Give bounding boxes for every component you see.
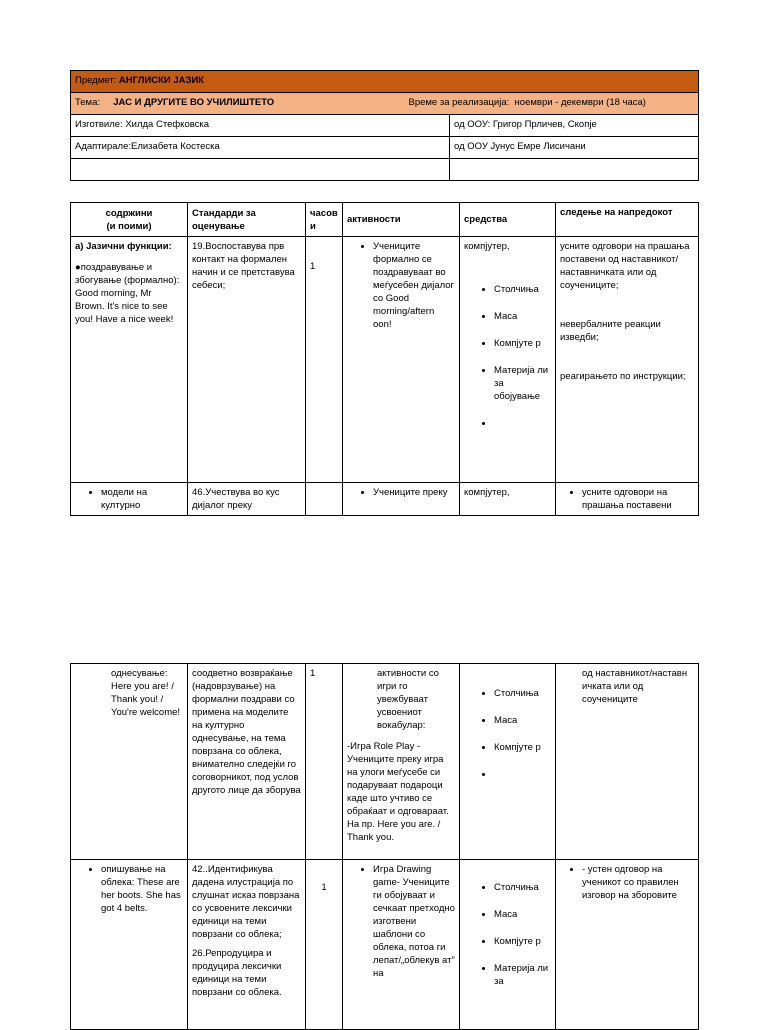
row2-resource-head: компјутер,: [460, 483, 556, 516]
p2-row2-hours-value: 1: [321, 882, 327, 893]
time-cell: [409, 96, 646, 109]
topic-value: ЈАС И ДРУГИТЕ ВО УЧИЛИШТЕТО: [113, 97, 275, 108]
empty-cell-right: [450, 159, 699, 181]
col-resources: средства: [460, 203, 556, 237]
row2-content-item: • модели на културно: [101, 486, 183, 512]
row1-hours-value: 1: [310, 261, 316, 272]
row2-standard: 46.Учествува во кус дијалог преку: [188, 483, 306, 516]
row2-progress: [556, 483, 699, 516]
p2-row1-content-text: однесување: Here you are! / Thank you! / You're welcome!: [111, 668, 181, 718]
p2-row1-hours: 1: [306, 664, 343, 860]
p2-row1-activity1: активности со игри го увежбуваат усвоениот вокабулар:: [377, 668, 439, 731]
p2-row1-activity2: -Игра Role Play - Учениците преку игра на улоги меѓусебе си подаруваат подароци каде што учтиво се обраќаат и одговараат. На пр. Here you are. / Thank you.: [347, 741, 449, 843]
plan-table-page2: [70, 663, 699, 1030]
resource-item: • Компјуте р: [494, 741, 551, 754]
p2-row2-activity-item: • Игра Drawing game- Учениците ги обојуваат и сечкаат претходно изготвени шаблони со облека, потоа ги лепат/„облекув ат" на: [373, 863, 455, 980]
row2-activity-item: • Учениците преку: [373, 486, 455, 499]
col-content: содржини (и поими): [71, 203, 188, 237]
resource-item: • Маса: [494, 310, 551, 323]
col-activities: активности: [343, 203, 460, 237]
p2-row1-content: [71, 664, 188, 860]
p2-row2-progress-item: • - устен одговор на ученикот со правилен изговор на зборовите: [582, 863, 694, 902]
empty-cell-left: [71, 159, 450, 181]
row1-resource-head: компјутер,: [464, 241, 510, 252]
p2-row2-content: [71, 860, 188, 1030]
p2-row2-standard: [188, 860, 306, 1030]
progress-item: реагирањето по инструкции;: [560, 371, 686, 382]
topic-cell: [71, 93, 699, 115]
resource-item: [494, 417, 551, 430]
resource-item: • Материја ли за обојување: [494, 364, 551, 403]
row2-hours: [306, 483, 343, 516]
resource-item: [494, 768, 551, 781]
row1-content-text: ●поздравување и збогување (формално): Good morning, Mr Brown. It's nice to see you! Have a nice week!: [75, 262, 180, 325]
p2-row1-resources: [460, 664, 556, 860]
p2-row2-activity: [343, 860, 460, 1030]
col-progress: следење на напредокот: [556, 203, 699, 237]
header-table: [70, 70, 699, 181]
resource-item: • Компјуте р: [494, 935, 551, 948]
row1-activity-item: • Учениците формално се поздравуваат во меѓусебен дијалог со Good morning/aftern oon!: [373, 240, 455, 331]
adapted-by: Адаптирале:Елизабета Костеска: [71, 137, 450, 159]
resource-item: • Маса: [494, 714, 551, 727]
row1-content-title: а) Јазични функции:: [75, 241, 172, 252]
p2-row2-standard1: 42..Идентификува дадена илустрација по слушнат исказ поврзана со усвоените лексички единици на теми поврзани со облека;: [192, 864, 300, 940]
plan-table-page1: [70, 202, 699, 516]
time-label: Време за реализација:: [408, 97, 510, 108]
p2-row2-resources: [460, 860, 556, 1030]
p2-row2-content-item: • опишување на облека: These are her boots. She has got 4 belts.: [101, 863, 183, 915]
subject-cell: [71, 71, 699, 93]
p2-row1-activity: [343, 664, 460, 860]
p2-row1-progress-text: од наставникот/наставн ичката или од соучениците: [582, 668, 688, 705]
col-hours: часов и: [306, 203, 343, 237]
row1-resources: [460, 237, 556, 483]
progress-item: усните одговори на прашања поставени од наставникот/наставничката или од соучениците;: [560, 241, 690, 291]
time-value: ноември - декември (18 часа): [514, 97, 646, 108]
subject-value: АНГЛИСКИ ЈАЗИК: [118, 75, 205, 86]
resource-item: • Материја ли за: [494, 962, 551, 988]
row1-activity: [343, 237, 460, 483]
p2-row2-standard2: 26.Репродуцира и продуцира лексички единици на теми поврзани со облека.: [192, 948, 282, 998]
p2-row1-progress: [556, 664, 699, 860]
prepared-school: од ООУ: Григор Прличев, Скопје: [450, 115, 699, 137]
row1-content: [71, 237, 188, 483]
p2-row2-progress: [556, 860, 699, 1030]
resource-item: • Маса: [494, 908, 551, 921]
topic-label: Тема:: [75, 97, 101, 108]
row2-activity: [343, 483, 460, 516]
progress-item: невербалните реакции изведби;: [560, 319, 661, 343]
row2-progress-item: • усните одговори на прашања поставени: [582, 486, 694, 512]
resource-item: • Столчиња: [494, 881, 551, 894]
resource-item: • Столчиња: [494, 283, 551, 296]
row2-content: [71, 483, 188, 516]
row1-progress: [556, 237, 699, 483]
row1-hours: [306, 237, 343, 483]
subject-label: Предмет:: [75, 75, 117, 86]
resource-item: • Столчиња: [494, 687, 551, 700]
p2-row1-standard: соодветно возвраќање (надоврзување) на формални поздрави со примена на моделите на културно однесување, на тема поврзана со облека, внимателно следејќи го соговорникот, под услов другото лице да зборува: [188, 664, 306, 860]
p2-row2-hours: [306, 860, 343, 1030]
col-standards: Стандарди за оценување: [188, 203, 306, 237]
prepared-by: Изготвиле: Хилда Стефковска: [71, 115, 450, 137]
adapted-school: од ООУ Јунус Емре Лисичани: [450, 137, 699, 159]
resource-item: • Компјуте р: [494, 337, 551, 350]
row1-standard: 19.Воспоставува прв контакт на формален начин и се претставува себеси;: [188, 237, 306, 483]
